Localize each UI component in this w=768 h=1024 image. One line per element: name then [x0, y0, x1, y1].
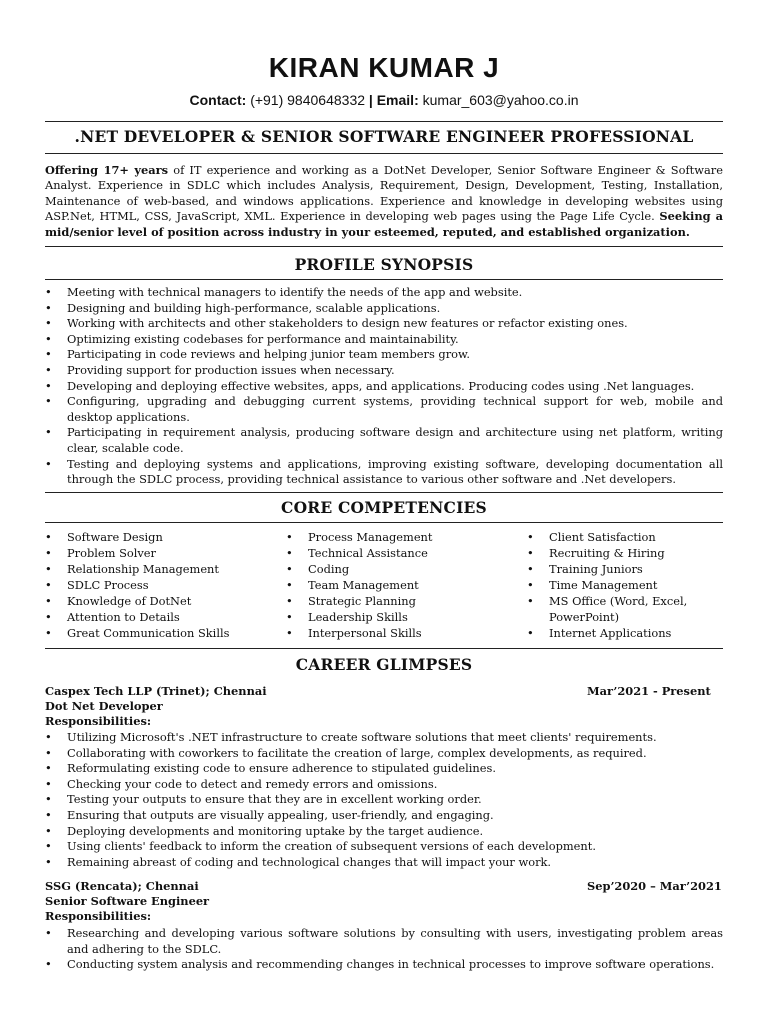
list-item: • Testing your outputs to ensure that they are in excellent working order.: [45, 792, 723, 808]
competencies-column-3: [527, 529, 707, 641]
divider-before-career: [45, 648, 723, 649]
list-item: • Providing support for production issues when necessary.: [45, 363, 723, 379]
contact-label: Contact:: [189, 92, 247, 108]
divider-competencies: [45, 522, 723, 523]
candidate-name: KIRAN KUMAR J: [268, 52, 500, 83]
competency-item: • Time Management: [527, 577, 707, 593]
list-item: • Remaining abreast of coding and technological changes that will impact your work.: [45, 855, 723, 871]
competency-item: • Knowledge of DotNet: [45, 593, 270, 609]
core-competencies-title: CORE COMPETENCIES: [281, 498, 487, 517]
competency-item: • Recruiting & Hiring: [527, 545, 707, 561]
competency-item: • Coding: [286, 561, 511, 577]
competency-item: • Problem Solver: [45, 545, 270, 561]
competency-item: • Great Communication Skills: [45, 625, 270, 641]
job-header: [45, 879, 723, 894]
list-item: • Configuring, upgrading and debugging current systems, providing technical support for web, mobile and desktop applications.: [45, 394, 723, 425]
competency-item: • Internet Applications: [527, 625, 707, 641]
phone-number: (+91) 9840648332: [250, 92, 366, 108]
list-item: • Using clients' feedback to inform the creation of subsequent versions of each development.: [45, 839, 723, 855]
job-company: SSG (Rencata); Chennai: [45, 879, 199, 893]
email-address[interactable]: kumar_603@yahoo.co.in: [422, 92, 579, 108]
list-item: • Participating in requirement analysis, producing software design and architecture using net platform, writing clear, scalable code.: [45, 425, 723, 456]
job-responsibilities-list: [45, 926, 723, 973]
competency-item: • Strategic Planning: [286, 593, 511, 609]
competency-item: • Relationship Management: [45, 561, 270, 577]
contact-separator: |: [368, 92, 373, 108]
career-glimpses-title: CAREER GLIMPSES: [295, 655, 473, 674]
responsibilities-label: Responsibilities:: [45, 909, 152, 923]
competency-item: • Client Satisfaction: [527, 529, 707, 545]
competency-item: • Attention to Details: [45, 609, 270, 625]
competency-item: • Training Juniors: [527, 561, 707, 577]
competency-item: • MS Office (Word, Excel, PowerPoint): [527, 593, 707, 625]
list-item: • Reformulating existing code to ensure adherence to stipulated guidelines.: [45, 761, 723, 777]
job-company: Caspex Tech LLP (Trinet); Chennai: [45, 684, 267, 698]
list-item: • Researching and developing various software solutions by consulting with users, investigating problem areas and adhering to the SDLC.: [45, 926, 723, 957]
list-item: • Designing and building high-performance, scalable applications.: [45, 301, 723, 317]
responsibilities-label: Responsibilities:: [45, 714, 152, 728]
competency-item: • Software Design: [45, 529, 270, 545]
summary-lead: Offering 17+ years: [45, 163, 169, 177]
summary-paragraph: [45, 163, 723, 240]
competencies-column-2: [286, 529, 511, 641]
list-item: • Checking your code to detect and remedy errors and omissions.: [45, 777, 723, 793]
competency-item: • Process Management: [286, 529, 511, 545]
job-dates: Mar’2021 - Present: [587, 684, 711, 698]
contact-line: [0, 92, 768, 108]
job-role: Dot Net Developer: [45, 699, 163, 713]
list-item: • Deploying developments and monitoring uptake by the target audience.: [45, 824, 723, 840]
list-item: • Optimizing existing codebases for performance and maintainability.: [45, 332, 723, 348]
competency-item: • SDLC Process: [45, 577, 270, 593]
job-dates: Sep’2020 – Mar’2021: [587, 879, 722, 893]
list-item: • Meeting with technical managers to identify the needs of the app and website.: [45, 285, 723, 301]
email-label: Email:: [376, 92, 419, 108]
competency-item: • Interpersonal Skills: [286, 625, 511, 641]
job-responsibilities-list: [45, 730, 723, 870]
job-header: [45, 684, 723, 699]
list-item: • Conducting system analysis and recommending changes in technical processes to improve software operations.: [45, 957, 723, 973]
profile-synopsis-title: PROFILE SYNOPSIS: [294, 255, 474, 274]
divider-top: [45, 121, 723, 122]
competency-item: • Leadership Skills: [286, 609, 511, 625]
profile-synopsis-list: [45, 285, 723, 488]
summary-body: of IT experience and working as a DotNet Developer, Senior Software Engineer & Software Analyst. Experience in SDLC which includes Analysis, Requirement, Design, Development, Testing, Installation, Maintenance of web-based, and windows applications. Experience and knowledge in developing websites using ASP.Net, HTML, CSS, JavaScript, XML. Experience in developing web pages using the Page Life Cycle.: [45, 163, 723, 224]
list-item: • Participating in code reviews and helping junior team members grow.: [45, 347, 723, 363]
professional-headline: .NET DEVELOPER & SENIOR SOFTWARE ENGINEER PROFESSIONAL: [74, 127, 694, 146]
list-item: • Collaborating with coworkers to facilitate the creation of large, complex developments, as required.: [45, 746, 723, 762]
list-item: • Ensuring that outputs are visually appealing, user-friendly, and engaging.: [45, 808, 723, 824]
list-item: • Testing and deploying systems and applications, improving existing software, developing documentation all through the SDLC process, providing technical assistance to various other software and .Net developers.: [45, 457, 723, 488]
list-item: • Developing and deploying effective websites, apps, and applications. Producing codes using .Net languages.: [45, 379, 723, 395]
competency-item: • Technical Assistance: [286, 545, 511, 561]
summary-tail: Seeking a mid/senior level of position across industry in your esteemed, reputed, and established organization.: [45, 209, 723, 239]
competency-item: • Team Management: [286, 577, 511, 593]
competencies-column-1: [45, 529, 270, 641]
divider-before-competencies: [45, 492, 723, 493]
divider-profile: [45, 279, 723, 280]
list-item: • Working with architects and other stakeholders to design new features or refactor existing ones.: [45, 316, 723, 332]
list-item: • Utilizing Microsoft's .NET infrastructure to create software solutions that meet clients' requirements.: [45, 730, 723, 746]
divider-summary: [45, 246, 723, 247]
job-role: Senior Software Engineer: [45, 894, 210, 908]
divider-headline: [45, 153, 723, 154]
